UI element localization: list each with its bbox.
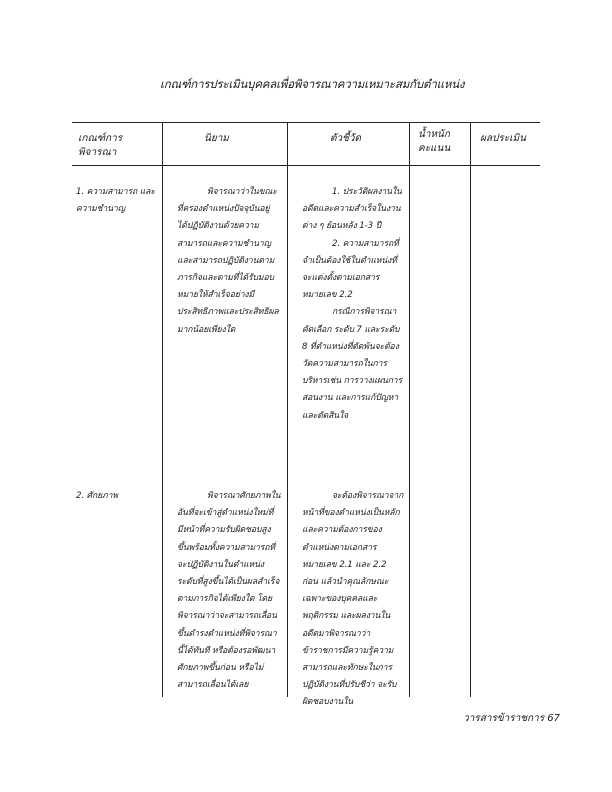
row2-indicator: จะต้องพิจารณาจากหน้าที่ของตำแหน่งเป็นหลักและความต้องการของตำแหน่งตามเอกสารหมายเลข 2.1 และ 2.2 ก่อน แล้วนำคุณลักษณะเฉพาะของบุคคลและพฤติกรรม และผลงานในอดีตมาพิจารณาว่า ข้าราชการมีความรู้ความสามารถและทักษะในการปฏิบัติงานที่ปรับชีว่า จะรับผิดชอบงานใน (302, 491, 404, 708)
page-footer: วารสารข้าราชการ 67 (463, 713, 560, 724)
header-definition: นิยาม (204, 133, 229, 144)
column-divider-4 (470, 122, 471, 697)
header-indicator: ตัวชี้วัด (330, 133, 362, 144)
row1-definition: พิจารณาว่าในขณะที่ครองตำแหน่งปัจจุบันอยู่ ได้ปฏิบัติงานด้วยความสามารถและความชำนาญ และสามารถปฏิบัติงานตามภารกิจและตามที่ได้รับมอบหมายให้สำเร็จอย่างมีประสิทธิภาพและประสิทธิผลมากน้อยเพียงใด (177, 187, 279, 335)
row1-indicator-1: 1. ประวัติผลงานในอดีตและความสำเร็จในงานต่าง ๆ ย้อนหลัง 1-3 ปี (302, 187, 402, 232)
column-divider-2 (287, 122, 288, 697)
row2-definition: พิจารณาศักยภาพในอันที่จะเข้าสู่ตำแหน่งใหม่ที่มีหน้าที่ความรับผิดชอบสูงขึ้นพร้อมทั้งความสามารถที่จะปฏิบัติงานในตำแหน่งระดับที่สูงขึ้นได้เป็นผลสำเร็จตามภารกิจได้เพียงใด โดยพิจารณาว่าจะสามารถเลื่อนขึ้นดำรงตำแหน่งที่พิจารณานี้ได้ทันที หรือต้องรอพัฒนาศักยภาพขึ้นก่อน หรือไม่สามารถเลื่อนได้เลย (177, 491, 281, 691)
row1-indicator (302, 184, 404, 474)
header-result: ผลประเมิน (480, 133, 526, 144)
column-divider-3 (409, 122, 410, 697)
row1-indicator-3: กรณีการพิจารณาคัดเลือก ระดับ 7 และระดับ 8 ที่ตำแหน่งที่ตัดพ้นจะต้องวัดความสามารถในการบริหารเช่น การวางแผนการสอนงาน และการแก้ปัญหา และตัดสินใจ (302, 307, 403, 421)
row2-criteria: 2. ศักยภาพ (76, 491, 118, 501)
header-criteria: เกณฑ์การ พิจารณา (78, 133, 123, 158)
column-divider-1 (162, 122, 163, 697)
page-title: เกณฑ์การประเมินบุคคลเพื่อพิจารณาความเหมาะสมกับตำแหน่ง (160, 77, 465, 91)
row1-criteria: 1. ความสามารถ และความชำนาญ (76, 187, 155, 215)
row1-indicator-2: 2. ความสามารถที่จำเป็นต้องใช้ในตำแหน่งที่จะแต่งตั้งตามเอกสารหมายเลข 2.2 (302, 238, 399, 301)
header-weight: น้ำหนัก คะแนน (418, 129, 451, 154)
